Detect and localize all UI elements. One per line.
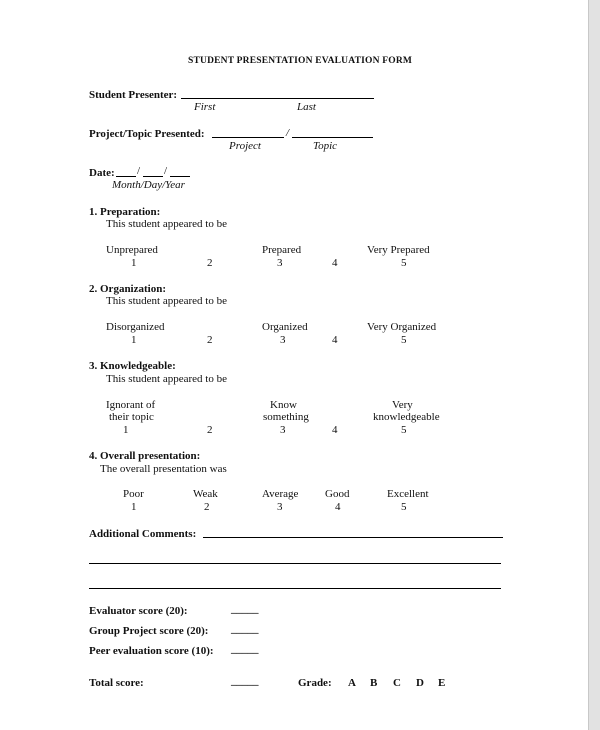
evaluator-score-label: Evaluator score (20): xyxy=(89,605,188,617)
scrollbar[interactable] xyxy=(589,0,600,730)
topic-hint: Topic xyxy=(313,140,338,152)
s2-anchor-mid: Organized xyxy=(262,321,308,333)
s4-score-2[interactable]: 2 xyxy=(204,501,210,513)
s1-anchor-mid: Prepared xyxy=(262,244,302,256)
s1-score-2[interactable]: 2 xyxy=(207,257,213,269)
peer-score-blank[interactable]: _____ xyxy=(231,643,259,655)
s1-score-3[interactable]: 3 xyxy=(277,257,283,269)
s2-score-3[interactable]: 3 xyxy=(280,334,286,346)
s1-score-5[interactable]: 5 xyxy=(401,257,407,269)
s3-anchor-high-1: Very xyxy=(392,399,413,411)
topic-slash: / xyxy=(286,127,290,139)
section-4-prompt: The overall presentation was xyxy=(100,463,227,475)
s4-anchor-excellent: Excellent xyxy=(387,488,429,500)
comments-line-3[interactable] xyxy=(89,588,501,589)
form-title: STUDENT PRESENTATION EVALUATION FORM xyxy=(188,56,413,66)
presenter-first-hint: First xyxy=(194,101,216,113)
section-4-heading: 4. Overall presentation: xyxy=(89,450,201,462)
comments-line-2[interactable] xyxy=(89,563,501,564)
date-label: Date: xyxy=(89,167,115,179)
s3-anchor-low-2: their topic xyxy=(109,411,154,423)
grade-label: Grade: xyxy=(298,677,332,689)
section-1-heading: 1. Preparation: xyxy=(89,206,161,218)
total-score-blank[interactable]: _____ xyxy=(231,675,259,687)
comments-line-1[interactable] xyxy=(203,537,503,538)
grade-option-b[interactable]: B xyxy=(370,677,378,689)
s3-score-2[interactable]: 2 xyxy=(207,424,213,436)
section-2-prompt: This student appeared to be xyxy=(106,295,227,307)
s3-score-4[interactable]: 4 xyxy=(332,424,338,436)
peer-score-label: Peer evaluation score (10): xyxy=(89,645,214,657)
s4-anchor-poor: Poor xyxy=(123,488,144,500)
s2-score-4[interactable]: 4 xyxy=(332,334,338,346)
presenter-last-hint: Last xyxy=(297,101,316,113)
s1-score-1[interactable]: 1 xyxy=(131,257,137,269)
date-hint: Month/Day/Year xyxy=(112,179,185,191)
date-slash-2: / xyxy=(164,165,168,177)
section-1-prompt: This student appeared to be xyxy=(106,218,227,230)
s2-anchor-low: Disorganized xyxy=(106,321,165,333)
comments-label: Additional Comments: xyxy=(89,528,197,540)
project-line[interactable] xyxy=(212,137,284,138)
s4-anchor-weak: Weak xyxy=(193,488,218,500)
s3-score-5[interactable]: 5 xyxy=(401,424,407,436)
grade-option-d[interactable]: D xyxy=(416,677,424,689)
s3-score-3[interactable]: 3 xyxy=(280,424,286,436)
presenter-label: Student Presenter: xyxy=(89,89,178,101)
date-slash-1: / xyxy=(137,165,141,177)
s4-anchor-good: Good xyxy=(325,488,350,500)
s2-score-1[interactable]: 1 xyxy=(131,334,137,346)
s4-score-4[interactable]: 4 xyxy=(335,501,341,513)
s1-anchor-high: Very Prepared xyxy=(367,244,430,256)
s4-score-5[interactable]: 5 xyxy=(401,501,407,513)
s3-anchor-low-1: Ignorant of xyxy=(106,399,156,411)
grade-option-e[interactable]: E xyxy=(438,677,446,689)
s4-anchor-average: Average xyxy=(262,488,299,500)
section-3-heading: 3. Knowledgeable: xyxy=(89,360,176,372)
s3-anchor-mid-2: something xyxy=(263,411,309,423)
group-score-blank[interactable]: _____ xyxy=(231,623,259,635)
s3-anchor-high-2: knowledgeable xyxy=(373,411,440,423)
s2-score-5[interactable]: 5 xyxy=(401,334,407,346)
topic-label: Project/Topic Presented: xyxy=(89,128,205,140)
grade-option-a[interactable]: A xyxy=(348,677,356,689)
s4-score-3[interactable]: 3 xyxy=(277,501,283,513)
section-3-prompt: This student appeared to be xyxy=(106,373,227,385)
topic-line[interactable] xyxy=(292,137,373,138)
s1-score-4[interactable]: 4 xyxy=(332,257,338,269)
group-score-label: Group Project score (20): xyxy=(89,625,209,637)
s2-score-2[interactable]: 2 xyxy=(207,334,213,346)
s2-anchor-high: Very Organized xyxy=(367,321,437,333)
s4-score-1[interactable]: 1 xyxy=(131,501,137,513)
total-score-label: Total score: xyxy=(89,677,144,689)
date-month-line[interactable] xyxy=(116,176,136,177)
presenter-line[interactable] xyxy=(181,98,374,99)
s3-score-1[interactable]: 1 xyxy=(123,424,129,436)
evaluator-score-blank[interactable]: _____ xyxy=(231,603,259,615)
grade-option-c[interactable]: C xyxy=(393,677,401,689)
section-2-heading: 2. Organization: xyxy=(89,283,166,295)
date-day-line[interactable] xyxy=(143,176,163,177)
project-hint: Project xyxy=(229,140,261,152)
s3-anchor-mid-1: Know xyxy=(270,399,297,411)
s1-anchor-low: Unprepared xyxy=(106,244,158,256)
date-year-line[interactable] xyxy=(170,176,190,177)
